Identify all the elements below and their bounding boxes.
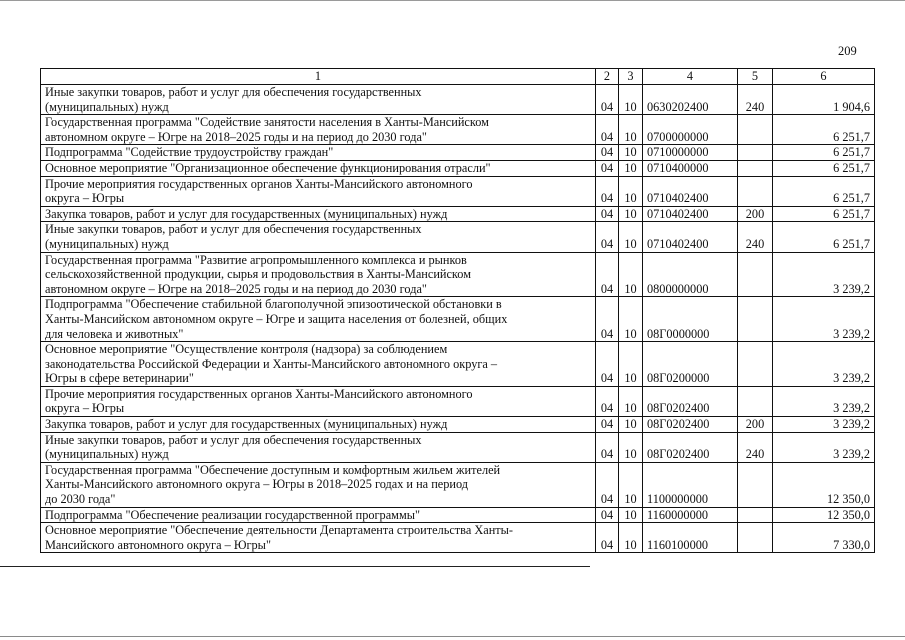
amount: 6 251,7	[773, 115, 875, 145]
section-code: 04	[596, 386, 619, 416]
section-code: 04	[596, 160, 619, 176]
expense-type-code: 240	[738, 85, 773, 115]
bottom-edge-rule	[0, 636, 905, 637]
target-article-code: 08Г0202400	[643, 417, 738, 433]
amount: 12 350,0	[773, 462, 875, 507]
table-row	[41, 297, 875, 342]
row-description: Прочие мероприятия государственных органов Ханты-Мансийского автономного округа – Югры	[41, 386, 596, 416]
expense-type-code	[738, 176, 773, 206]
section-code: 04	[596, 222, 619, 252]
target-article-code: 0710000000	[643, 145, 738, 161]
table-row	[41, 222, 875, 252]
target-article-code: 1160000000	[643, 507, 738, 523]
expense-type-code: 200	[738, 417, 773, 433]
amount: 3 239,2	[773, 297, 875, 342]
table-row	[41, 523, 875, 553]
table-row	[41, 417, 875, 433]
amount: 6 251,7	[773, 160, 875, 176]
row-description: Государственная программа "Содействие занятости населения в Ханты-Мансийском автономном округе – Югре на 2018–2025 годы и на период до 2030 года"	[41, 115, 596, 145]
target-article-code: 08Г0000000	[643, 297, 738, 342]
page-number: 209	[838, 44, 857, 58]
amount: 6 251,7	[773, 145, 875, 161]
section-code: 04	[596, 507, 619, 523]
row-description: Государственная программа "Обеспечение доступным и комфортным жильем жителей Ханты-Мансийского автономного округа – Югры в 2018–2025 годах и на период до 2030 года"	[41, 462, 596, 507]
row-description: Иные закупки товаров, работ и услуг для обеспечения государственных (муниципальных) нужд	[41, 432, 596, 462]
column-header-3: 3	[619, 69, 643, 85]
section-code: 04	[596, 85, 619, 115]
expense-type-code	[738, 342, 773, 387]
table-row	[41, 176, 875, 206]
target-article-code: 0800000000	[643, 252, 738, 297]
subsection-code: 10	[619, 115, 643, 145]
amount: 3 239,2	[773, 432, 875, 462]
row-description: Подпрограмма "Обеспечение стабильной благополучной эпизоотической обстановки в Ханты-Мансийском автономном округе – Югре и защита населения от болезней, общих для человека и животных"	[41, 297, 596, 342]
section-code: 04	[596, 206, 619, 222]
subsection-code: 10	[619, 85, 643, 115]
column-header-4: 4	[643, 69, 738, 85]
target-article-code: 0710402400	[643, 176, 738, 206]
expense-type-code	[738, 252, 773, 297]
subsection-code: 10	[619, 523, 643, 553]
subsection-code: 10	[619, 507, 643, 523]
target-article-code: 0710400000	[643, 160, 738, 176]
subsection-code: 10	[619, 432, 643, 462]
row-description: Государственная программа "Развитие агропромышленного комплекса и рынков сельскохозяйственной продукции, сырья и продовольствия в Ханты-Мансийском автономном округе – Югре на 2018–2025 годы и на период до 2030 года"	[41, 252, 596, 297]
table-row	[41, 462, 875, 507]
section-code: 04	[596, 115, 619, 145]
expense-type-code	[738, 462, 773, 507]
amount: 6 251,7	[773, 206, 875, 222]
table-row	[41, 206, 875, 222]
row-description: Основное мероприятие "Обеспечение деятельности Департамента строительства Ханты- Мансийского автономного округа – Югры"	[41, 523, 596, 553]
section-code: 04	[596, 176, 619, 206]
section-code: 04	[596, 462, 619, 507]
target-article-code: 08Г0202400	[643, 386, 738, 416]
row-description: Закупка товаров, работ и услуг для государственных (муниципальных) нужд	[41, 417, 596, 433]
table-row	[41, 432, 875, 462]
section-code: 04	[596, 145, 619, 161]
top-edge-rule	[0, 0, 905, 1]
row-description: Подпрограмма "Содействие трудоустройству граждан"	[41, 145, 596, 161]
target-article-code: 1100000000	[643, 462, 738, 507]
amount: 3 239,2	[773, 252, 875, 297]
row-description: Иные закупки товаров, работ и услуг для обеспечения государственных (муниципальных) нужд	[41, 85, 596, 115]
table-row	[41, 145, 875, 161]
amount: 3 239,2	[773, 417, 875, 433]
budget-table	[40, 68, 875, 553]
row-description: Основное мероприятие "Осуществление контроля (надзора) за соблюдением законодательства Российской Федерации и Ханты-Мансийского автономного округа – Югры в сфере ветеринарии"	[41, 342, 596, 387]
section-code: 04	[596, 342, 619, 387]
target-article-code: 0630202400	[643, 85, 738, 115]
amount: 1 904,6	[773, 85, 875, 115]
target-article-code: 0710402400	[643, 222, 738, 252]
column-header-2: 2	[596, 69, 619, 85]
column-header-6: 6	[773, 69, 875, 85]
amount: 6 251,7	[773, 176, 875, 206]
expense-type-code	[738, 523, 773, 553]
subsection-code: 10	[619, 386, 643, 416]
row-description: Подпрограмма "Обеспечение реализации государственной программы"	[41, 507, 596, 523]
table-body	[41, 85, 875, 553]
target-article-code: 1160100000	[643, 523, 738, 553]
target-article-code: 08Г0202400	[643, 432, 738, 462]
table-row	[41, 507, 875, 523]
table-row	[41, 115, 875, 145]
subsection-code: 10	[619, 145, 643, 161]
amount: 7 330,0	[773, 523, 875, 553]
section-code: 04	[596, 252, 619, 297]
expense-type-code	[738, 145, 773, 161]
subsection-code: 10	[619, 462, 643, 507]
table-row	[41, 160, 875, 176]
amount: 3 239,2	[773, 342, 875, 387]
table-row	[41, 252, 875, 297]
table-row	[41, 386, 875, 416]
expense-type-code: 240	[738, 432, 773, 462]
target-article-code: 0710402400	[643, 206, 738, 222]
expense-type-code: 240	[738, 222, 773, 252]
subsection-code: 10	[619, 206, 643, 222]
amount: 3 239,2	[773, 386, 875, 416]
row-description: Основное мероприятие "Организационное обеспечение функционирования отрасли"	[41, 160, 596, 176]
section-code: 04	[596, 523, 619, 553]
target-article-code: 08Г0200000	[643, 342, 738, 387]
subsection-code: 10	[619, 176, 643, 206]
subsection-code: 10	[619, 297, 643, 342]
expense-type-code	[738, 115, 773, 145]
expense-type-code	[738, 297, 773, 342]
expense-type-code	[738, 386, 773, 416]
row-description: Прочие мероприятия государственных органов Ханты-Мансийского автономного округа – Югры	[41, 176, 596, 206]
subsection-code: 10	[619, 160, 643, 176]
table-row	[41, 85, 875, 115]
column-header-5: 5	[738, 69, 773, 85]
row-description: Иные закупки товаров, работ и услуг для обеспечения государственных (муниципальных) нужд	[41, 222, 596, 252]
table-row	[41, 342, 875, 387]
section-code: 04	[596, 432, 619, 462]
expense-type-code	[738, 507, 773, 523]
subsection-code: 10	[619, 342, 643, 387]
row-description: Закупка товаров, работ и услуг для государственных (муниципальных) нужд	[41, 206, 596, 222]
expense-type-code	[738, 160, 773, 176]
target-article-code: 0700000000	[643, 115, 738, 145]
amount: 12 350,0	[773, 507, 875, 523]
scan-artifact-line	[0, 566, 590, 567]
table-header-row	[41, 69, 875, 85]
section-code: 04	[596, 297, 619, 342]
expense-type-code: 200	[738, 206, 773, 222]
column-header-1: 1	[41, 69, 596, 85]
amount: 6 251,7	[773, 222, 875, 252]
subsection-code: 10	[619, 417, 643, 433]
subsection-code: 10	[619, 252, 643, 297]
section-code: 04	[596, 417, 619, 433]
subsection-code: 10	[619, 222, 643, 252]
